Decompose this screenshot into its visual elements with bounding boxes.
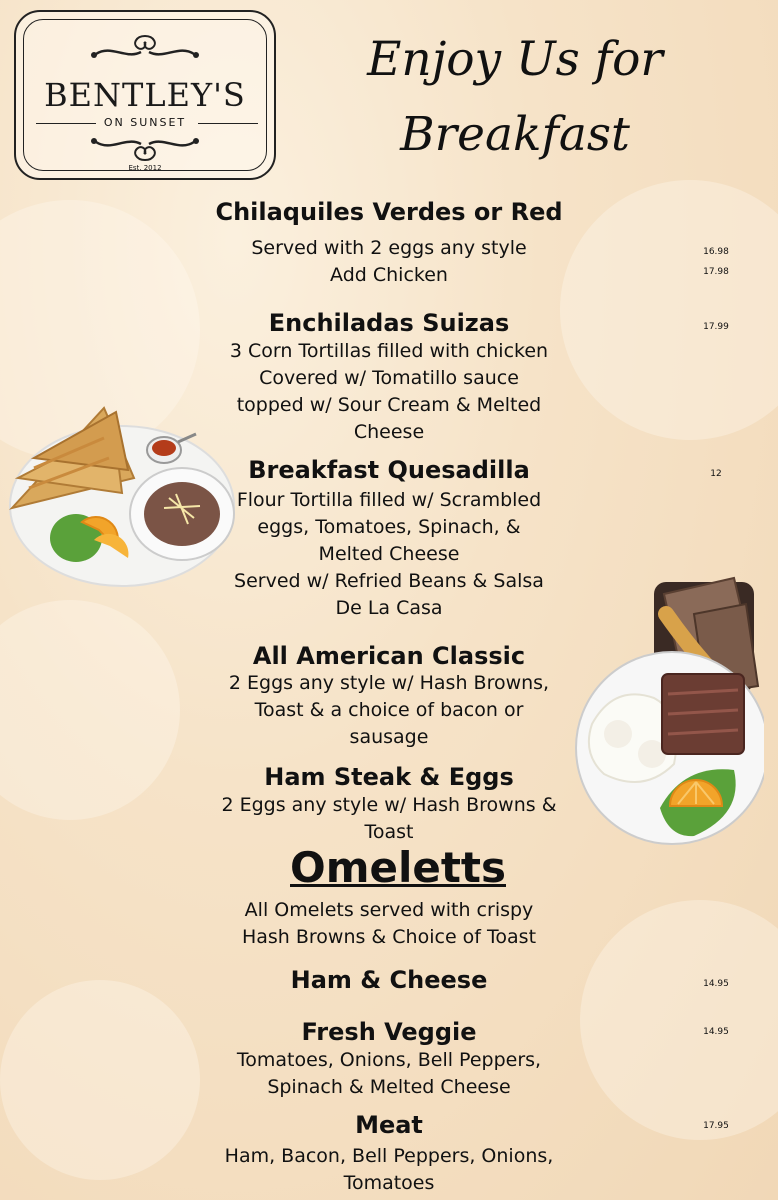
item-price: 17.99 (703, 322, 729, 332)
item-title: Ham Steak & Eggs (264, 763, 514, 791)
item-description: 2 Eggs any style w/ Hash Browns, (228, 672, 550, 694)
logo-established: Est. 2012 (128, 164, 162, 172)
item-price: 14.95 (703, 979, 729, 989)
item-description: sausage (349, 726, 429, 748)
item-description: Spinach & Melted Cheese (267, 1076, 511, 1098)
ornament-bottom-icon (86, 130, 204, 166)
item-description: 3 Corn Tortillas filled with chicken (229, 340, 549, 362)
item-description: De La Casa (335, 597, 443, 619)
item-title: Chilaquiles Verdes or Red (215, 198, 563, 226)
item-description: Ham, Bacon, Bell Peppers, Onions, (224, 1145, 554, 1167)
item-description: topped w/ Sour Cream & Melted (236, 394, 542, 416)
item-price: 16.98 (703, 247, 729, 257)
item-title: Breakfast Quesadilla (248, 456, 530, 484)
item-title: Fresh Veggie (301, 1018, 477, 1046)
item-description: eggs, Tomatoes, Spinach, & (257, 516, 521, 538)
ham-steak-plate-image (574, 574, 764, 856)
item-description: 2 Eggs any style w/ Hash Browns & (221, 794, 557, 816)
item-description: Flour Tortilla filled w/ Scrambled (236, 489, 542, 511)
item-price: 17.95 (703, 1121, 729, 1131)
item-description: Served w/ Refried Beans & Salsa (234, 570, 544, 592)
item-description: Covered w/ Tomatillo sauce (259, 367, 519, 389)
omelets-description: All Omelets served with crispy (244, 899, 534, 921)
item-description: Tomatoes, Onions, Bell Peppers, (236, 1049, 542, 1071)
item-title: Enchiladas Suizas (268, 309, 510, 337)
item-title: All American Classic (252, 642, 526, 670)
logo-subtitle: ON SUNSET (103, 116, 187, 129)
quesadilla-plate-image (4, 398, 244, 594)
ornament-top-icon (86, 30, 204, 66)
item-title: Meat (355, 1111, 423, 1139)
restaurant-logo (14, 10, 276, 180)
item-description: Add Chicken (330, 264, 448, 286)
item-description: Cheese (353, 421, 425, 443)
item-description: Toast & a choice of bacon or (254, 699, 524, 721)
heading-line-1: Enjoy Us for (367, 32, 663, 87)
omelets-heading: Omeletts (290, 843, 506, 892)
omelets-description: Hash Browns & Choice of Toast (241, 926, 537, 948)
heading-line-2: Breakfast (400, 107, 630, 162)
logo-name: BENTLEY'S (44, 76, 246, 114)
item-description: Tomatoes (343, 1172, 435, 1194)
item-price: 17.98 (703, 267, 729, 277)
item-description: Melted Cheese (318, 543, 460, 565)
item-price: 12 (710, 469, 722, 479)
item-description: Served with 2 eggs any style (251, 237, 527, 259)
item-description: Toast (364, 821, 414, 843)
item-title: Ham & Cheese (290, 966, 488, 994)
item-price: 14.95 (703, 1027, 729, 1037)
